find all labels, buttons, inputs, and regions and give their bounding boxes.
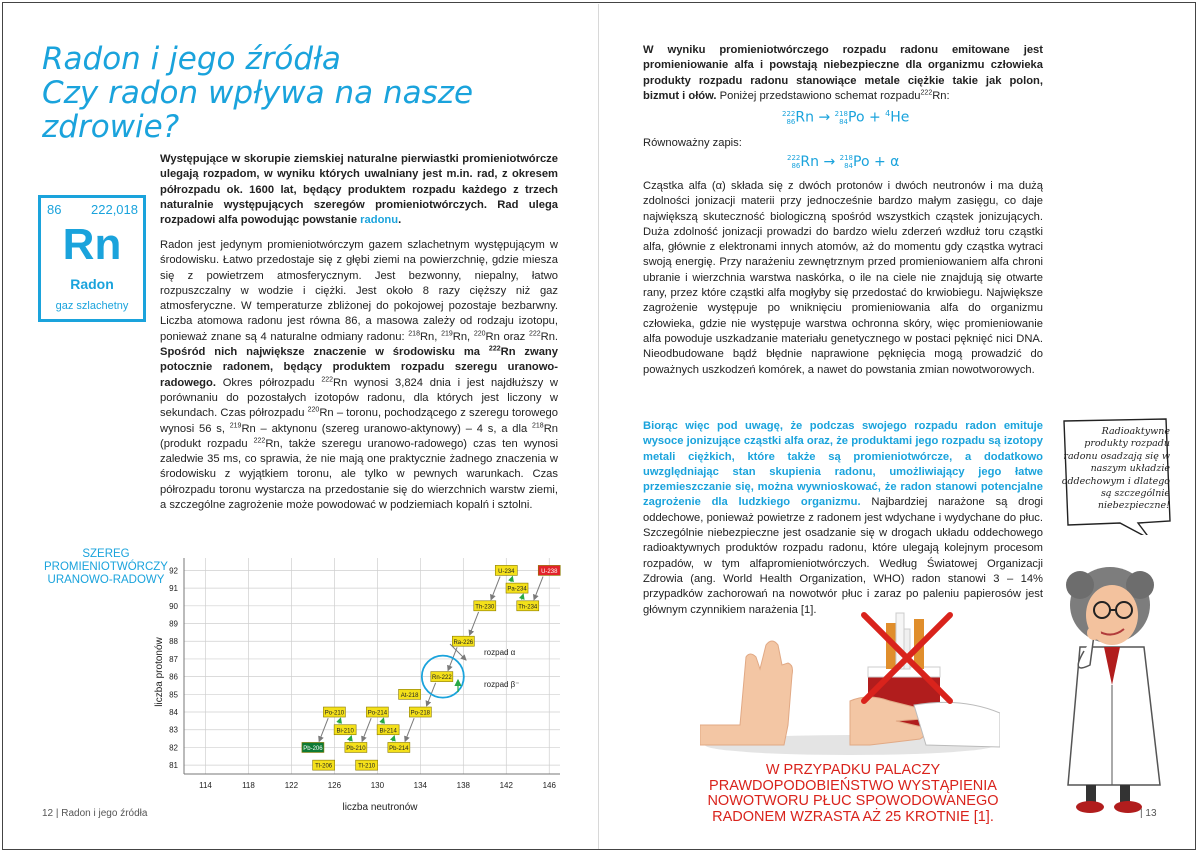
nuclide-label: U-238 <box>541 568 558 575</box>
decay-series-chart <box>150 552 570 814</box>
element-name: Radon <box>70 276 114 292</box>
x-tick-label: 146 <box>542 781 556 790</box>
x-tick-label: 114 <box>199 781 212 790</box>
nuclide-label: At-218 <box>400 692 419 699</box>
isotope-mass: 220 <box>473 330 486 338</box>
atomic-number: 84 <box>839 117 848 126</box>
periodic-element-tile <box>38 195 146 322</box>
radon-link[interactable]: radonu <box>360 214 399 227</box>
symbol: He <box>890 109 910 126</box>
title-line-2: Czy radon wpływa na nasze <box>42 75 474 111</box>
x-tick-label: 126 <box>327 781 342 790</box>
y-tick-label: 92 <box>169 566 178 576</box>
nuclide-label: Pa-234 <box>507 586 527 593</box>
isotope-mass: 220 <box>307 406 320 414</box>
isotope-mass: 222 <box>253 437 266 445</box>
scientist-character <box>1050 555 1200 815</box>
y-tick-label: 91 <box>169 584 178 594</box>
symbol: Po <box>848 109 865 126</box>
isotope-mass: 219 <box>441 330 453 338</box>
left-page-footer: 12 | Radon i jego źródła <box>42 808 148 819</box>
isotope-mass: 219 <box>229 421 242 429</box>
conclusion-paragraph <box>643 419 1043 618</box>
intro-end: Rn: <box>932 89 950 102</box>
nuclide-label: Tl-206 <box>315 763 333 770</box>
atomic-number: 84 <box>844 162 853 170</box>
body-text: Okres półrozpadu <box>222 376 315 389</box>
isotope-mass: 218 <box>408 330 420 338</box>
y-tick-label: 89 <box>169 619 178 629</box>
mass-number: 222 <box>787 154 801 162</box>
intro-paragraph <box>160 152 558 228</box>
holding-hand-icon <box>850 697 1000 747</box>
shoes-icon <box>1076 785 1142 813</box>
left-body-paragraph <box>160 238 558 513</box>
x-tick-label: 138 <box>456 781 470 790</box>
speech-bubble-text: Radioaktywne produkty rozpadu radonu osadzają się w naszym układzie oddechowym i dlatego są szczególnie niebezpieczne! <box>1061 426 1170 512</box>
beta-decay-arrow <box>382 718 384 723</box>
intro-bold: W wyniku promieniotwórczego rozpadu radonu emitowane jest promieniowanie alfa i powstają niebezpieczne dla organizmu człowieka produkty rozpadu radonu stanowiące metale ciężkie takie jak polon, bizmut i ołów. <box>643 44 1043 102</box>
body-bold: Rn zwany potocznie radonem, będący produktem rozpadu szeregu uranowo-radowego. <box>160 346 558 389</box>
body-text: Rn wynosi 3,824 dnia i jest najdłuższy w porównaniu do pozostałych izotopów radonu, dla których jest liczony w sekundach. Czas półrozpadu <box>160 376 558 420</box>
y-tick-label: 90 <box>169 601 178 611</box>
y-tick-label: 81 <box>169 761 178 771</box>
atomic-mass: 222,018 <box>91 202 138 217</box>
x-tick-label: 142 <box>499 781 513 790</box>
smokers-risk-callout: W PRZYPADKU PALACZY PRAWDOPODOBIEŃSTWO WYSTĄPIENIA NOWOTWORU PŁUC SPOWODOWANEGO RADONEM WZRASTA AŻ 25 KROTNIE [1]. <box>707 762 999 825</box>
title-line-1: Radon i jego źródła <box>42 41 341 77</box>
decay-equation-1 <box>782 109 909 126</box>
isotope-mass: 222 <box>488 345 501 353</box>
intro-text: Występujące w skorupie ziemskiej naturalne pierwiastki promieniotwórcze ulegają rozpadom, w wyniku których uwalniany jest m.in. rad, z okresem półrozpadu ok. 1600 lat, będący produktem rozpadu każdego z trzech naturalnie występujących szeregów promieniotwórczych. Rad ulega rozpadowi alfa powodując powstanie <box>160 153 558 227</box>
isotope-mass: 222 <box>920 89 933 97</box>
nuclide-label: Po-218 <box>410 710 431 717</box>
body-text: Rn, także szeregu uranowo-radowego) czas ten wynosi zaledwie 35 ms, co sprawia, że nie mają one praktycznie żadnego znaczenia w środowisku z wyjątkiem toronu, ale tylko w pewnych warunkach. Czas półrozpadu toronu wystarcza na przedostanie się do wierzchnich warstw ziemi, a szczególne zagrożenie może powodować w podziemiach kopalń i sztolni. <box>160 437 558 512</box>
arrow: → <box>823 154 836 170</box>
body-bold: Spośród nich największe znaczenie w środowisku ma <box>160 346 481 359</box>
plus: + <box>868 109 881 126</box>
nuclide-label: U-234 <box>498 568 515 575</box>
atomic-number: 86 <box>786 117 796 126</box>
atomic-number: 86 <box>47 202 62 217</box>
no-smoking-illustration <box>700 605 1000 755</box>
page-title <box>42 42 562 144</box>
body-text: Rn. <box>540 330 559 343</box>
chart-title: SZEREG PROMIENIOTWÓRCZY URANOWO-RADOWY <box>44 548 168 586</box>
y-tick-label: 85 <box>169 690 178 700</box>
body-text: Rn – aktynonu (szereg uranowo-aktynowy) – 4 s, a dla <box>241 422 528 435</box>
nuclide-label: Bi-214 <box>379 728 397 735</box>
nuclide-label: Tl-210 <box>358 763 376 770</box>
nuclide-label: Pb-206 <box>303 746 323 753</box>
y-tick-label: 86 <box>169 672 178 682</box>
element-group: gaz szlachetny <box>55 300 129 312</box>
nuclide-label: Rn-222 <box>431 675 452 682</box>
body-text: Radon jest jedynym promieniotwórczym gazem szlachetnym występującym w środowisku. Łatwo przedostaje się z głębi ziemi na powierzchnię, gdzie miesza się z powietrzem atmosferycznym. Jest bezwonny, niepalny, łatwo rozpuszczalny w wodzie i ciężki. Jest około 8 razy cięższy niż gaz atmosferyczne. W temperaturze zbliżonej do pokojowej pozostaje bezbarwny. Liczba atomowa radonu jest równa 86, a masowa zależy od rodzaju izotopu, ponieważ znane są 4 naturalne odmiany radonu: <box>160 239 558 343</box>
mass-number: 222 <box>782 109 796 118</box>
symbol: Po <box>853 154 870 170</box>
alpha-particle-paragraph: Cząstka alfa (α) składa się z dwóch protonów i dwóch neutronów i ma dużą zdolności jonizacji materii przy jednocześnie bardzo małym zasięgu, co daje największą skuteczność biologiczną spośród wszystkich cząstek jonizujących. Duża zdolność jonizacji prowadzi do bardzo wielu zderzeń wzdłuż toru cząstki alfa, głównie z elektronami innych atomów, aż do momentu gdy cząstka wytraci swoją energię. Przy narażeniu zewnętrznym przed promieniowaniem alfa chroni ubranie i wierzchnia warstwa naskórka, o ile na ciele nie znajdują się otwarte rany, przez które cząstki alfa mogłyby się przedostać do krwiobiegu. Największe zagrożenie występuje po wniknięciu promieniowania alfa do organizmu człowieka, gdzie nie występuje warstwa ochronna skóry, więc promieniowanie alfa powoduje uszkadzanie materiału genetycznego w postaci pęknięć nici DNA. Nieodbudowane bądź błędnie naprawione pęknięcia mogą prowadzić do poważnych uszkodzeń komórek, a nawet do powstania zmian nowotworowych. <box>643 180 1043 376</box>
title-line-3: zdrowie? <box>42 109 180 145</box>
x-tick-label: 134 <box>413 781 428 790</box>
y-tick-label: 82 <box>169 743 178 753</box>
nuclide-label: Ra-226 <box>453 639 474 646</box>
mass-number: 4 <box>885 109 891 118</box>
highlighted-conclusion: Biorąc więc pod uwagę, że podczas swojego rozpadu radon emituje wysoce jonizujące cząstki alfa oraz, że produktami jego rozpadu są izotopy metali ciężkich, które także są promieniotwórcze, a dodatkowo uwzględniając stan skupienia radonu, umożliwiający jego łatwe przemieszczanie się, można wywnioskować, że radon stanowi potencjalne zagrożenie dla ludzkiego organizmu. <box>643 420 1043 509</box>
nuclide-label: Th-234 <box>518 604 538 611</box>
spread-divider <box>598 4 599 849</box>
isotope-mass: 218 <box>532 421 544 429</box>
symbol: Rn <box>795 109 814 126</box>
chart-axes <box>169 558 560 790</box>
isotope-mass: 222 <box>321 375 334 383</box>
y-tick-label: 88 <box>169 637 178 647</box>
element-symbol: Rn <box>62 220 122 269</box>
y-axis-label: liczba protonów <box>154 637 165 707</box>
chart-grid <box>184 558 560 774</box>
x-tick-label: 130 <box>370 781 385 790</box>
legend-label: rozpad β⁻ <box>484 680 520 689</box>
y-tick-label: 87 <box>169 654 178 664</box>
beta-decay-arrow <box>522 594 524 599</box>
body-text: Rn – toronu, pochodzącego z szeregu torowego wynosi 56 s, <box>160 407 558 435</box>
nuclide-label: Po-210 <box>324 710 345 717</box>
symbol: Rn <box>800 154 819 170</box>
isotope-mass: 222 <box>528 330 541 338</box>
body-text: Rn (produkt rozpadu <box>160 422 559 450</box>
symbol: α <box>890 154 900 170</box>
x-tick-label: 118 <box>242 781 255 790</box>
respiratory-text: Najbardziej narażone są drogi oddechowe, ponieważ powietrze z radonem jest wdychane i wydychane do płuc. Szczególnie niebezpieczne jest osadzanie się w drogach układu oddechowego radioaktywnych produktów rozpadu radonu, które ulegają kolejnym procesom rozpadów, w tym alfapromieniotwórczych. Według Światowej Organizacji Zdrowia (ang. World Health Organization, WHO) radon stanowi 3 – 14% przypadków zachorowań na nowotwór płuc i zaraz po paleniu papierosów jest głównym czynnikiem narażenia [1]. <box>643 496 1043 616</box>
y-tick-label: 84 <box>169 708 178 718</box>
nuclide-label: Po-214 <box>367 710 388 717</box>
nuclide-label: Pb-210 <box>346 746 366 753</box>
atomic-number: 86 <box>791 162 801 170</box>
beta-decay-arrow <box>393 736 395 741</box>
arrow: → <box>818 109 831 126</box>
nuclide-nodes <box>302 565 560 770</box>
x-tick-label: 122 <box>284 781 299 790</box>
intro-tail: Poniżej przedstawiono schemat rozpadu <box>719 89 921 102</box>
y-tick-label: 83 <box>169 725 178 735</box>
x-axis-label: liczba neutronów <box>342 802 418 813</box>
body-text: Rn oraz <box>485 330 526 343</box>
beta-decay-arrow <box>511 577 513 582</box>
plus: + <box>873 154 886 170</box>
nuclide-label: Th-230 <box>475 604 495 611</box>
beta-decay-arrow <box>350 736 352 741</box>
right-page-footer: | 13 <box>1140 808 1157 819</box>
body-text: Rn, <box>419 330 438 343</box>
legend-label: rozpad α <box>484 648 516 657</box>
stop-hand-icon <box>700 641 793 745</box>
body-text: Rn, <box>452 330 471 343</box>
chart-legend <box>450 644 520 692</box>
beta-decay-arrow <box>339 718 341 723</box>
mass-number: 218 <box>839 154 853 162</box>
intro-end: . <box>398 214 402 227</box>
alternative-notation-label: Równoważny zapis: <box>643 137 742 149</box>
right-intro-paragraph <box>643 43 1043 104</box>
mass-number: 218 <box>834 109 848 118</box>
decay-equation-2 <box>787 154 899 170</box>
nuclide-label: Pb-214 <box>389 746 409 753</box>
nuclide-label: Bi-210 <box>336 728 354 735</box>
